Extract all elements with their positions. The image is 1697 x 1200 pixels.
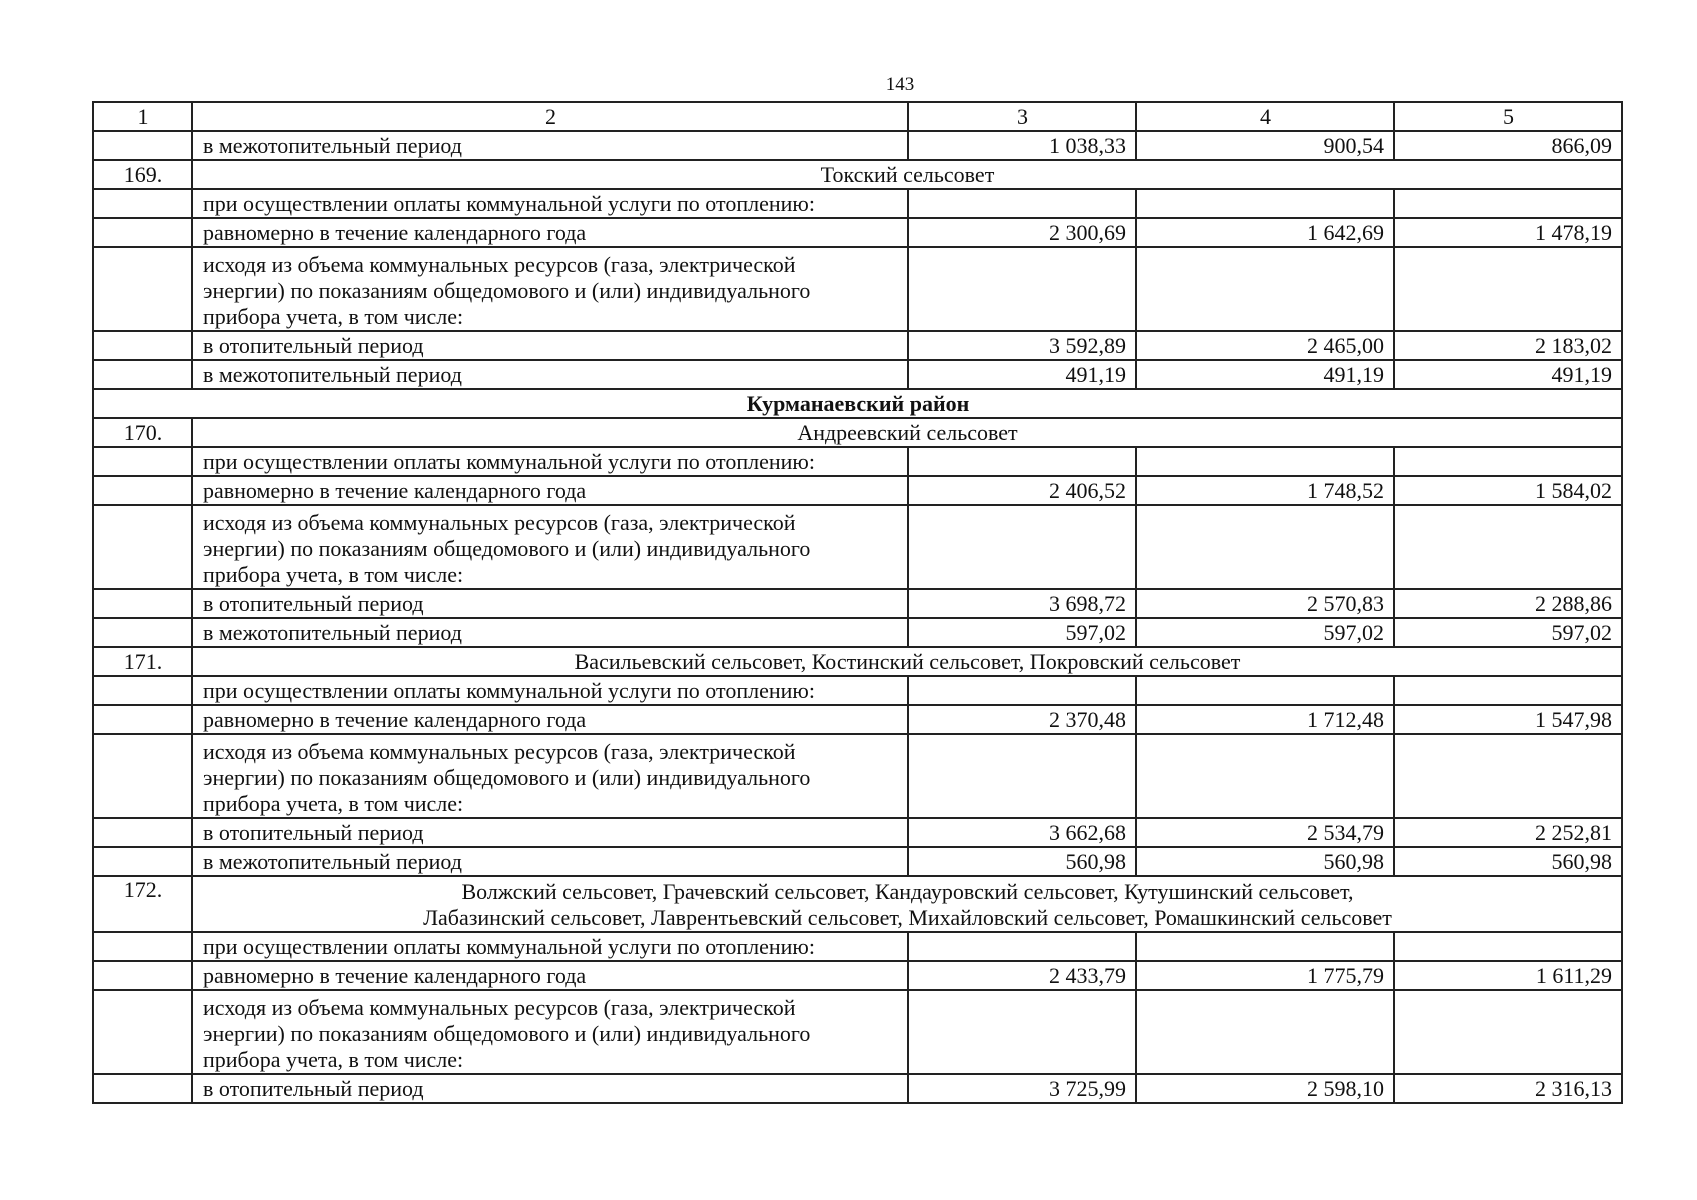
value-col-5 [1394,676,1622,705]
value-col-4 [1136,990,1394,1074]
table-row [93,476,1622,505]
row-number-cell [93,331,192,360]
value-col-5: 1 584,02 [1394,476,1622,505]
value-col-3: 3 725,99 [908,1074,1136,1103]
value-col-4: 1 712,48 [1136,705,1394,734]
row-number-cell [93,676,192,705]
row-label: равномерно в течение календарного года [192,476,908,505]
row-number-cell [93,734,192,818]
row-number-cell [93,505,192,589]
row-label-line: прибора учета, в том числе: [203,304,464,329]
table-row [93,990,1622,1074]
section-title: Андреевский сельсовет [192,418,1622,447]
value-col-5: 2 183,02 [1394,331,1622,360]
section-row [93,160,1622,189]
table-row [93,618,1622,647]
value-col-3: 2 433,79 [908,961,1136,990]
row-number-cell [93,990,192,1074]
value-col-3: 2 300,69 [908,218,1136,247]
value-col-5: 560,98 [1394,847,1622,876]
table-row [93,360,1622,389]
value-col-5: 2 316,13 [1394,1074,1622,1103]
value-col-5: 1 611,29 [1394,961,1622,990]
value-col-5: 1 478,19 [1394,218,1622,247]
page-number: 143 [885,74,915,95]
table-row [93,247,1622,331]
value-col-3: 2 406,52 [908,476,1136,505]
row-label-line: энергии) по показаниям общедомового и (или) индивидуального [203,278,811,303]
value-col-3: 3 662,68 [908,818,1136,847]
row-number-cell [93,360,192,389]
section-title: Токский сельсовет [192,160,1622,189]
value-col-5 [1394,932,1622,961]
table-row [93,131,1622,160]
row-label: в межотопительный период [192,131,908,160]
row-label: при осуществлении оплаты коммунальной услуги по отоплению: [192,447,908,476]
section-title [192,876,1622,932]
value-col-3 [908,189,1136,218]
table-row [93,331,1622,360]
row-number-cell [93,818,192,847]
row-label-line: энергии) по показаниям общедомового и (или) индивидуального [203,1021,811,1046]
district-row [93,389,1622,418]
row-number-cell [93,247,192,331]
value-col-3: 3 592,89 [908,331,1136,360]
table-row [93,961,1622,990]
table-row [93,734,1622,818]
table-row [93,818,1622,847]
value-col-3 [908,932,1136,961]
header-cell: 4 [1136,102,1394,131]
row-number-cell [93,932,192,961]
row-label: в межотопительный период [192,618,908,647]
row-number-cell [93,189,192,218]
section-number: 169. [93,160,192,189]
row-label: в отопительный период [192,589,908,618]
header-cell: 3 [908,102,1136,131]
row-number-cell [93,589,192,618]
row-label [192,247,908,331]
value-col-5 [1394,505,1622,589]
header-cell: 1 [93,102,192,131]
district-title: Курманаевский район [93,389,1622,418]
section-title-line: Волжский сельсовет, Грачевский сельсовет, Кандауровский сельсовет, Кутушинский сельсовет, [461,879,1354,904]
section-row [93,876,1622,932]
value-col-4: 597,02 [1136,618,1394,647]
value-col-5 [1394,189,1622,218]
value-col-5 [1394,734,1622,818]
row-label: в отопительный период [192,331,908,360]
value-col-4: 560,98 [1136,847,1394,876]
value-col-3 [908,734,1136,818]
row-number-cell [93,1074,192,1103]
table-row [93,589,1622,618]
value-col-3: 560,98 [908,847,1136,876]
header-row [93,102,1622,131]
header-cell: 2 [192,102,908,131]
section-row [93,647,1622,676]
row-label-line: энергии) по показаниям общедомового и (или) индивидуального [203,765,811,790]
row-label [192,990,908,1074]
table-row [93,447,1622,476]
value-col-4 [1136,189,1394,218]
value-col-5: 491,19 [1394,360,1622,389]
value-col-4 [1136,932,1394,961]
section-number: 172. [93,876,192,932]
row-label [192,505,908,589]
value-col-4: 1 775,79 [1136,961,1394,990]
table-row [93,847,1622,876]
value-col-3 [908,505,1136,589]
table-row [93,505,1622,589]
row-label: в межотопительный период [192,360,908,389]
value-col-4 [1136,734,1394,818]
value-col-5 [1394,447,1622,476]
value-col-5: 597,02 [1394,618,1622,647]
row-label-line: прибора учета, в том числе: [203,562,464,587]
value-col-4: 1 748,52 [1136,476,1394,505]
tariff-table [92,101,1623,1104]
value-col-4: 2 598,10 [1136,1074,1394,1103]
value-col-4 [1136,247,1394,331]
row-label-line: исходя из объема коммунальных ресурсов (газа, электрической [203,510,796,535]
table-row [93,932,1622,961]
row-label: в отопительный период [192,1074,908,1103]
value-col-4 [1136,447,1394,476]
table-row [93,705,1622,734]
row-label [192,734,908,818]
section-title-line: Лабазинский сельсовет, Лаврентьевский сельсовет, Михайловский сельсовет, Ромашкинский сельсовет [423,905,1392,930]
row-label-line: исходя из объема коммунальных ресурсов (газа, электрической [203,739,796,764]
value-col-4 [1136,676,1394,705]
value-col-3 [908,447,1136,476]
section-title: Васильевский сельсовет, Костинский сельсовет, Покровский сельсовет [192,647,1622,676]
row-label: в отопительный период [192,818,908,847]
value-col-5: 866,09 [1394,131,1622,160]
value-col-4: 2 465,00 [1136,331,1394,360]
section-number: 171. [93,647,192,676]
value-col-4: 2 534,79 [1136,818,1394,847]
table-row [93,189,1622,218]
row-number-cell [93,705,192,734]
row-label-line: энергии) по показаниям общедомового и (или) индивидуального [203,536,811,561]
value-col-5: 2 252,81 [1394,818,1622,847]
value-col-3: 3 698,72 [908,589,1136,618]
row-number-cell [93,961,192,990]
row-number-cell [93,447,192,476]
row-label: при осуществлении оплаты коммунальной услуги по отоплению: [192,189,908,218]
row-number-cell [93,476,192,505]
value-col-4: 1 642,69 [1136,218,1394,247]
table-row [93,218,1622,247]
value-col-4: 900,54 [1136,131,1394,160]
value-col-4: 2 570,83 [1136,589,1394,618]
value-col-3 [908,990,1136,1074]
value-col-5 [1394,247,1622,331]
table-row [93,1074,1622,1103]
row-label: в межотопительный период [192,847,908,876]
value-col-4 [1136,505,1394,589]
row-label-line: прибора учета, в том числе: [203,1047,464,1072]
section-row [93,418,1622,447]
section-number: 170. [93,418,192,447]
row-label: равномерно в течение календарного года [192,961,908,990]
value-col-4: 491,19 [1136,360,1394,389]
value-col-5: 1 547,98 [1394,705,1622,734]
value-col-3: 2 370,48 [908,705,1136,734]
row-number-cell [93,218,192,247]
row-number-cell [93,131,192,160]
row-label-line: исходя из объема коммунальных ресурсов (газа, электрической [203,995,796,1020]
row-label: при осуществлении оплаты коммунальной услуги по отоплению: [192,676,908,705]
row-label-line: исходя из объема коммунальных ресурсов (газа, электрической [203,252,796,277]
header-cell: 5 [1394,102,1622,131]
value-col-3: 1 038,33 [908,131,1136,160]
value-col-3: 597,02 [908,618,1136,647]
table-row [93,676,1622,705]
row-label: при осуществлении оплаты коммунальной услуги по отоплению: [192,932,908,961]
value-col-5: 2 288,86 [1394,589,1622,618]
value-col-5 [1394,990,1622,1074]
value-col-3 [908,247,1136,331]
row-label: равномерно в течение календарного года [192,705,908,734]
value-col-3: 491,19 [908,360,1136,389]
row-label: равномерно в течение календарного года [192,218,908,247]
row-label-line: прибора учета, в том числе: [203,791,464,816]
value-col-3 [908,676,1136,705]
row-number-cell [93,618,192,647]
row-number-cell [93,847,192,876]
